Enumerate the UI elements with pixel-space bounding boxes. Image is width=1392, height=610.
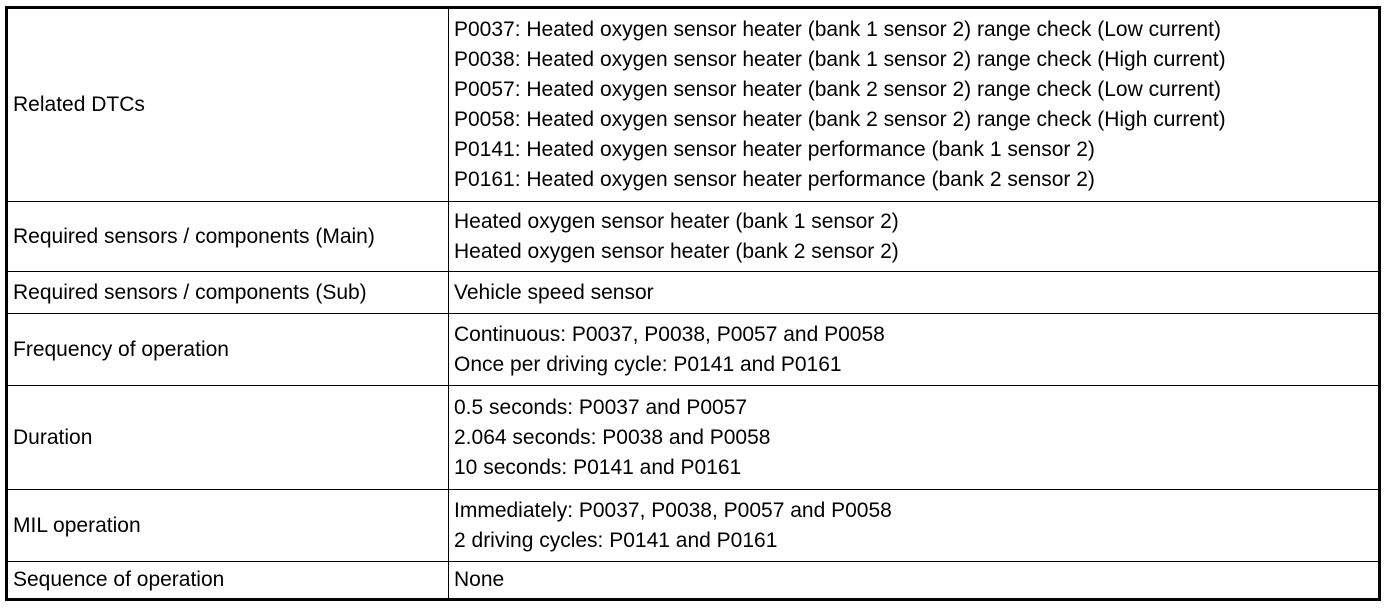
mil-line: Immediately: P0037, P0038, P0057 and P0058 [454,498,892,522]
dtc-p0141-line: P0141: Heated oxygen sensor heater performance (bank 1 sensor 2) [454,138,1095,161]
row-sequence [7,562,1380,600]
value-related-dtcs [449,8,1380,202]
dtc-spec-table [5,6,1381,601]
dtc-p0038-line: P0038: Heated oxygen sensor heater (bank 1 sensor 2) range check (High current) [454,48,1226,71]
label-frequency: Frequency of operation [7,314,449,386]
value-sequence [449,562,1380,600]
dtc-p0058-line: P0058: Heated oxygen sensor heater (bank 2 sensor 2) range check (High current) [454,108,1226,131]
frequency-line: Once per driving cycle: P0141 and P0161 [454,352,842,376]
dtc-p0057-line: P0057: Heated oxygen sensor heater (bank 2 sensor 2) range check (Low current) [454,78,1221,101]
sequence-line: None [454,568,505,591]
label-mil-operation: MIL operation [7,490,449,562]
row-frequency [7,314,1380,386]
row-required-sub [7,272,1380,314]
duration-line: 10 seconds: P0141 and P0161 [454,455,742,479]
dtc-p0037-line: P0037: Heated oxygen sensor heater (bank 1 sensor 2) range check (Low current) [454,18,1221,41]
row-mil-operation [7,490,1380,562]
duration-line: 0.5 seconds: P0037 and P0057 [454,395,748,419]
label-required-sub: Required sensors / components (Sub) [7,272,449,314]
value-mil-operation [449,490,1380,562]
main-component-line: Heated oxygen sensor heater (bank 2 sensor 2) [454,239,899,263]
duration-line: 2.064 seconds: P0038 and P0058 [454,425,771,449]
value-duration [449,386,1380,490]
label-required-main: Required sensors / components (Main) [7,202,449,272]
mil-line: 2 driving cycles: P0141 and P0161 [454,528,778,552]
label-related-dtcs: Related DTCs [7,8,449,202]
value-required-sub [449,272,1380,314]
value-frequency [449,314,1380,386]
frequency-line: Continuous: P0037, P0038, P0057 and P0058 [454,322,885,346]
row-required-main [7,202,1380,272]
main-component-line: Heated oxygen sensor heater (bank 1 sensor 2) [454,209,899,233]
dtc-p0161-line: P0161: Heated oxygen sensor heater performance (bank 2 sensor 2) [454,168,1095,191]
row-duration [7,386,1380,490]
value-required-main [449,202,1380,272]
label-duration: Duration [7,386,449,490]
row-related-dtcs [7,8,1380,202]
label-sequence: Sequence of operation [7,562,449,600]
sub-component-line: Vehicle speed sensor [454,280,654,304]
